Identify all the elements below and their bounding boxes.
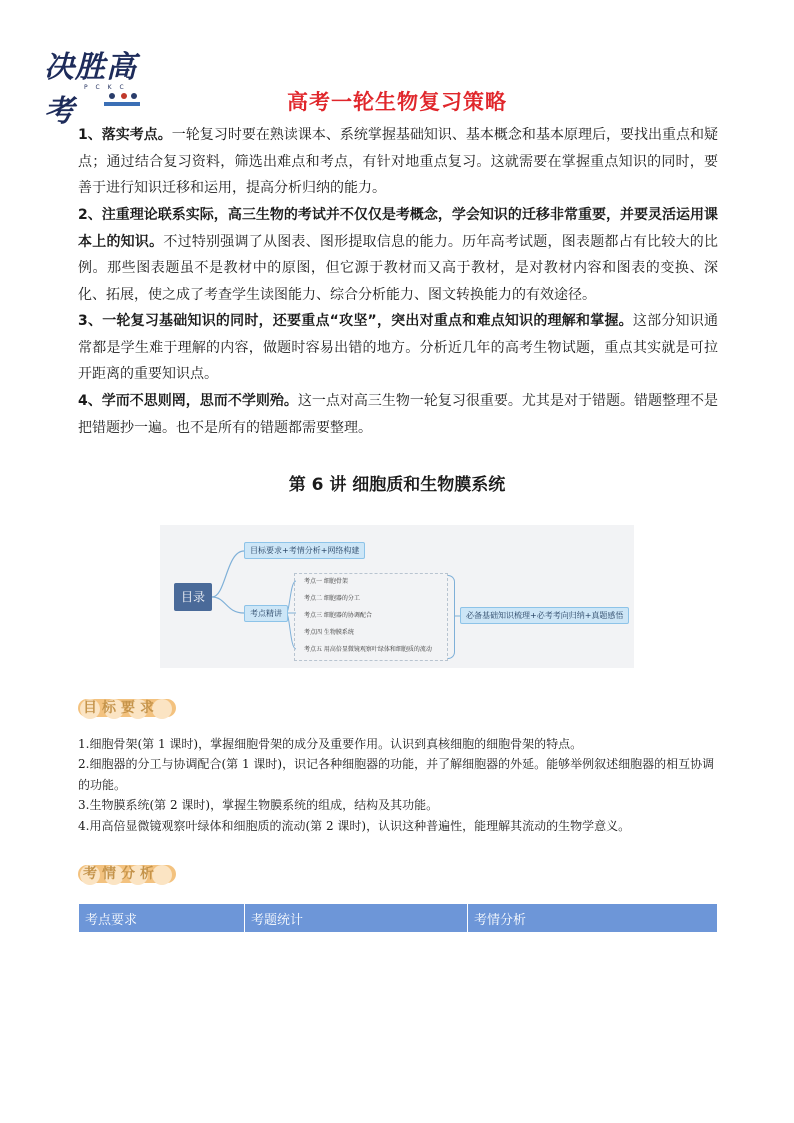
strategy-paragraph-4 [78,388,718,441]
strategy-body: 这一点对高三生物一轮复习很重要。尤其是对于错题。错题整理不是把错题抄一遍。也不是所有的错题都需要整理。 [78,393,719,436]
mindmap-summary: 必备基础知识梳理+必考考向归纳+真题感悟 [460,607,629,624]
requirement-item: 3.生物膜系统(第 2 课时)，掌握生物膜系统的组成，结构及其功能。 [78,798,439,812]
requirement-item: 1.细胞骨架(第 1 课时)，掌握细胞骨架的成分及重要作用。认识到真核细胞的细胞骨架的特点。 [78,737,583,751]
strategy-heading: 学而不思则罔，思而不学则殆。 [101,393,298,409]
section-header-analysis [78,862,178,888]
strategy-paragraph-3 [78,308,718,388]
section-title: 考情分析 [83,866,159,882]
chapter-title: 第 6 讲 细胞质和生物膜系统 [288,475,506,495]
strategy-number: 4、 [78,393,102,409]
strategy-paragraph-1 [78,122,718,202]
mindmap-leaf: 考点三 细胞器的协调配合 [304,612,372,619]
mindmap-brace [448,575,455,659]
mindmap-branch-overview: 目标要求+考情分析+网络构建 [244,542,365,559]
analysis-table [78,903,718,933]
section-header-goals [78,696,178,722]
strategy-heading: 注重理论联系实际，高三生物的考试并不仅仅是考概念，学会知识的迁移非常重要，并要灵活运用课本上的知识。 [78,207,719,250]
strategy-number: 1、 [78,127,102,143]
strategy-paragraph-2 [78,202,718,308]
mindmap-root: 目录 [174,583,212,611]
strategy-body: 不过特别强调了从图表、图形提取信息的能力。历年高考试题，图表题都占有比较大的比例。那些图表题虽不是教材中的原图，但它源于教材而又高于教材，是对教材内容和图表的变换、深化、拓展，使之成了考查学生读图能力、综合分析能力、图文转换能力的有效途径。 [78,233,719,303]
logo-text: 决胜高考 [44,50,137,129]
strategy-body: 一轮复习时要在熟读课本、系统掌握基础知识、基本概念和基本原理后，要找出重点和疑点；通过结合复习资料，筛选出难点和考点，有针对地重点复习。这就需要在掌握重点知识的同时，要善于进行知识迁移和运用，提高分析归纳的能力。 [78,127,719,196]
strategy-number: 2、 [78,207,102,223]
page-title: 高考一轮生物复习策略 [287,90,507,114]
table-header-cell: 考点要求 [79,904,245,933]
requirement-item: 4.用高倍显微镜观察叶绿体和细胞质的流动(第 2 课时)，认识这种普遍性，能理解其流动的生物学意义。 [78,819,631,833]
mindmap-leaf: 考点二 细胞器的分工 [304,595,360,602]
section-title: 目标要求 [83,700,159,716]
requirement-item: 2.细胞器的分工与协调配合(第 1 课时)，识记各种细胞器的功能，并了解细胞器的外延。能够举例叙述细胞器的相互协调的功能。 [78,757,715,792]
table-header-cell: 考情分析 [468,904,718,933]
strategy-heading: 落实考点。 [101,127,172,143]
logo-subtext: P C K C [84,84,127,91]
mindmap-leaf: 考点五 用高倍显微镜观察叶绿体和细胞质的流动 [304,646,432,653]
strategy-body: 这部分知识通常都是学生难于理解的内容，做题时容易出错的地方。分析近几年的高考生物试题，重点其实就是可拉开距离的重要知识点。 [78,313,718,382]
strategy-number: 3、 [78,313,103,329]
mindmap-leaf: 考点四 生物膜系统 [304,629,354,636]
table-header-row [79,904,718,933]
mindmap-branch-topics: 考点精讲 [244,605,288,622]
mindmap-diagram [160,525,634,668]
mindmap-leaf: 考点一 细胞骨架 [304,578,348,585]
strategy-heading: 一轮复习基础知识的同时，还要重点“攻坚”，突出对重点和难点知识的理解和掌握。 [102,313,633,329]
table-header-cell: 考题统计 [245,904,468,933]
